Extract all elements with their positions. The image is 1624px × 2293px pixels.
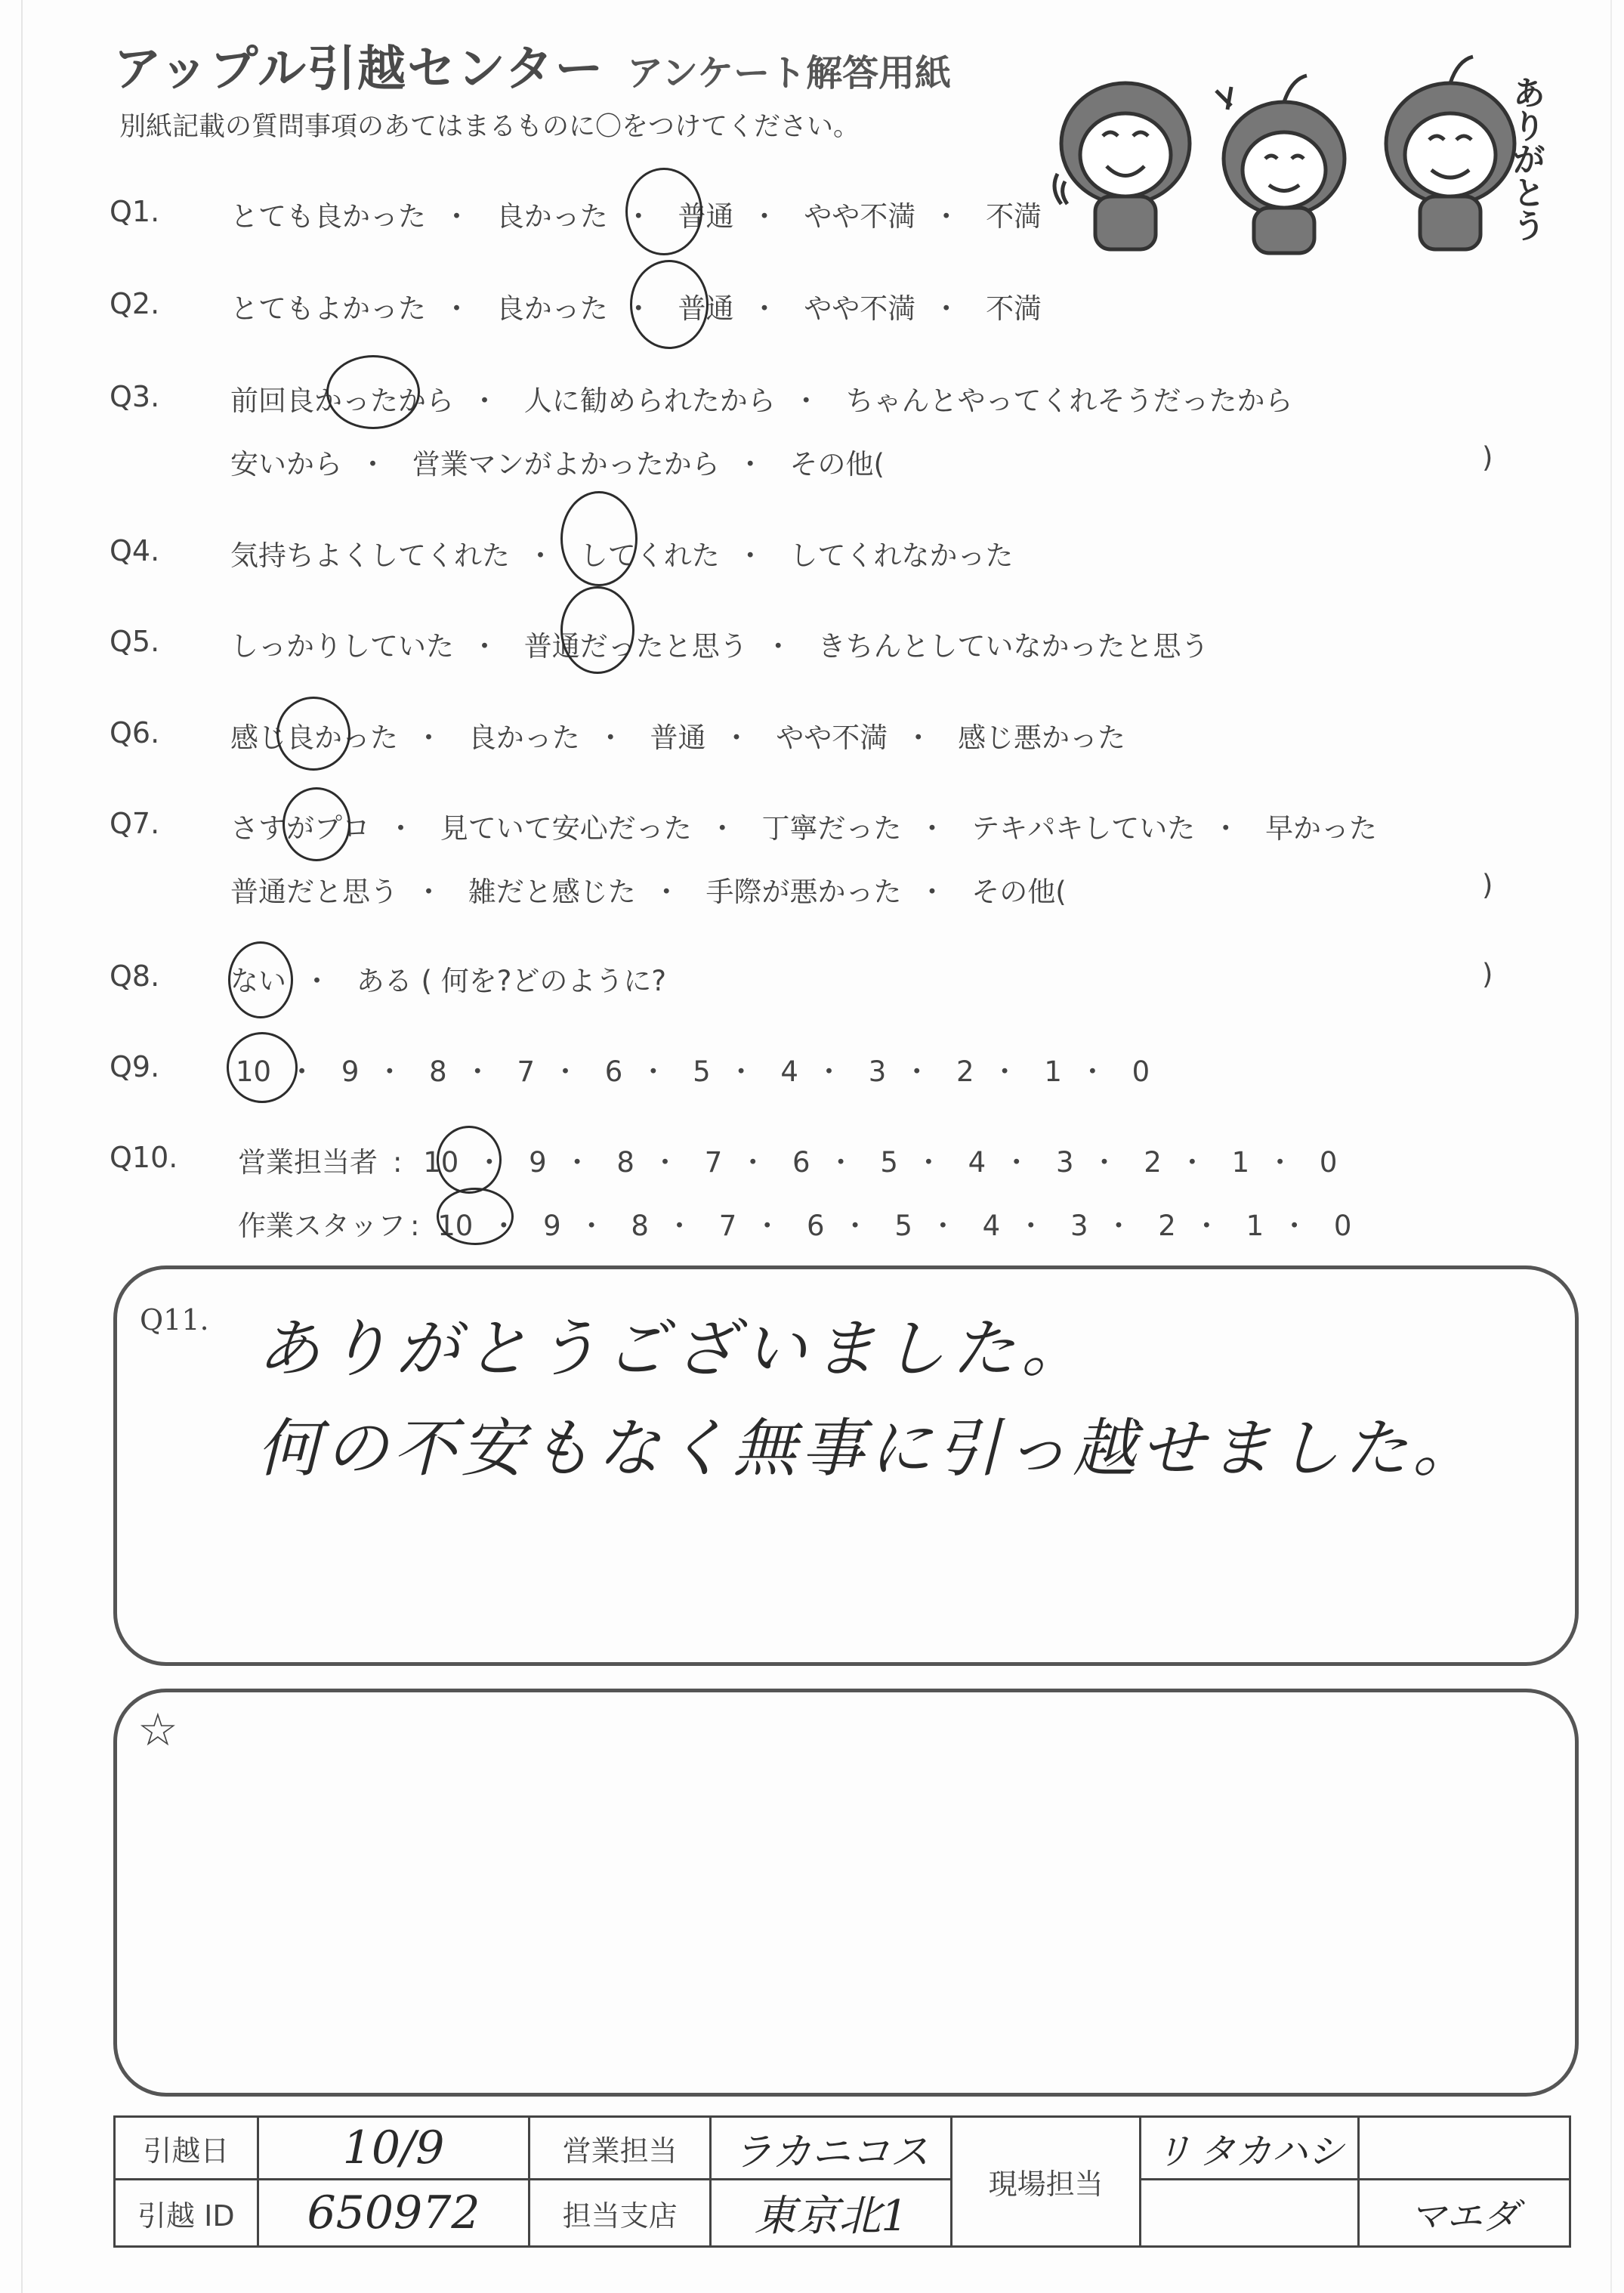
move-date-value[interactable]: 10/9 xyxy=(258,2117,529,2180)
q11-handwritten-line2: 何の不安もなく無事に引っ越せました。 xyxy=(257,1411,1481,1485)
q11-handwritten-line1: ありがとうございました。 xyxy=(257,1312,1091,1386)
q8-option[interactable]: ある ( 何を?どのように? xyxy=(356,965,666,997)
q9-score[interactable]: 9 xyxy=(341,1055,360,1088)
q10-staff-row: 作業スタッフ : 10 ・ 9 ・ 8 ・ 7 ・ 6 ・ 5 ・ 4 ・ 3 ・ 2 ・ 1 ・ 0 xyxy=(238,1203,1351,1244)
q4-option-selected[interactable]: してくれた xyxy=(579,539,720,572)
site-value-1[interactable] xyxy=(1140,2117,1359,2180)
q3-selection-circle xyxy=(326,355,420,429)
instructions-text: 別紙記載の質問事項のあてはまるものに〇をつけてください。 xyxy=(119,112,860,142)
q7-option[interactable]: 丁寧だった xyxy=(761,812,902,845)
q10-sales-score-selected[interactable]: 10 xyxy=(423,1146,459,1179)
q4-label: Q4. xyxy=(110,534,160,567)
q3-option[interactable]: 営業マンがよかったから xyxy=(412,448,720,481)
sales-label: 営業担当 xyxy=(529,2117,711,2180)
q5-selection-circle xyxy=(560,586,634,674)
site-mark: リ xyxy=(1155,2130,1192,2173)
q10-staff-score[interactable]: 2 xyxy=(1158,1210,1176,1242)
form-subtitle: アンケート解答用紙 xyxy=(627,52,952,94)
q9-score[interactable]: 4 xyxy=(780,1055,798,1088)
q6-option[interactable]: 良かった xyxy=(468,722,580,754)
q10-staff-score[interactable]: 0 xyxy=(1333,1210,1352,1242)
q3-label: Q3. xyxy=(110,380,160,413)
q2-option[interactable]: やや不満 xyxy=(804,292,916,325)
q4-selection-circle xyxy=(560,491,638,586)
q6-option-selected[interactable]: 感じ良かった xyxy=(230,722,398,754)
mascot-thanks-text: ありがとう xyxy=(1506,76,1545,242)
q1-options: とても良かった ・ 良かった ・ 普通 ・ やや不満 ・ 不満 xyxy=(230,193,1042,234)
q1-option[interactable]: やや不満 xyxy=(804,200,916,233)
company-title: アップル引越センター xyxy=(113,42,605,97)
q7-selection-circle xyxy=(283,787,350,861)
q8-close: ) xyxy=(1482,958,1493,990)
q3-option[interactable]: 人に勧められたから xyxy=(523,385,776,417)
q10-label: Q10. xyxy=(110,1141,178,1174)
mascot-illustration xyxy=(1042,30,1571,257)
info-table xyxy=(113,2115,1571,2248)
q1-label: Q1. xyxy=(110,195,160,228)
q5-options: しっかりしていた ・ 普通だったと思う ・ きちんとしていなかったと思う xyxy=(230,623,1209,664)
q10-staff-score[interactable]: 5 xyxy=(894,1210,912,1242)
q7-label: Q7. xyxy=(110,807,160,840)
q10-staff-score[interactable]: 7 xyxy=(718,1210,737,1242)
q9-score[interactable]: 5 xyxy=(693,1055,711,1088)
q7-option-selected[interactable]: さすがプロ xyxy=(230,812,370,845)
q2-option[interactable]: とてもよかった xyxy=(230,292,426,325)
q2-options: とてもよかった ・ 良かった ・ 普通 ・ やや不満 ・ 不満 xyxy=(230,286,1042,326)
q9-score[interactable]: 7 xyxy=(517,1055,536,1088)
q3-other-close: ) xyxy=(1482,441,1493,474)
q6-options: 感じ良かった ・ 良かった ・ 普通 ・ やや不満 ・ 感じ悪かった xyxy=(230,715,1125,756)
q5-option-selected[interactable]: 普通だったと思う xyxy=(523,630,748,663)
q1-option-selected[interactable]: 普通 xyxy=(678,200,734,233)
star-comment-box[interactable] xyxy=(113,1689,1579,2097)
q10-sales-selection-circle xyxy=(437,1126,502,1194)
q7-option[interactable]: 雑だと感じた xyxy=(468,876,636,908)
q10-sales-score[interactable]: 0 xyxy=(1319,1146,1338,1179)
q10-sales-score[interactable]: 7 xyxy=(704,1146,723,1179)
q4-options: 気持ちよくしてくれた ・ してくれた ・ してくれなかった xyxy=(230,533,1014,573)
q10-staff-score[interactable]: 9 xyxy=(543,1210,561,1242)
q6-label: Q6. xyxy=(110,716,160,749)
q10-staff-score[interactable]: 4 xyxy=(982,1210,1001,1242)
q6-option[interactable]: やや不満 xyxy=(776,722,888,754)
q1-option[interactable]: 良かった xyxy=(496,200,608,233)
q2-label: Q2. xyxy=(110,287,160,320)
q10-sales-score[interactable]: 6 xyxy=(792,1146,810,1179)
q3-option[interactable]: 安いから xyxy=(230,448,342,481)
monkey-left-icon xyxy=(1054,83,1190,249)
sales-value[interactable]: ラカニコス xyxy=(710,2117,951,2180)
q7-option[interactable]: 手際が悪かった xyxy=(705,876,902,908)
q9-score[interactable]: 6 xyxy=(604,1055,623,1088)
q3-option[interactable]: ちゃんとやってくれそうだったから xyxy=(845,385,1293,417)
q7-option[interactable]: 見ていて安心だった xyxy=(440,812,692,845)
q10-sales-score[interactable]: 9 xyxy=(529,1146,547,1179)
q6-selection-circle xyxy=(276,697,350,771)
q10-sales-label: 営業担当者 xyxy=(238,1146,378,1179)
q10-staff-score[interactable]: 8 xyxy=(631,1210,649,1242)
q10-staff-label: 作業スタッフ xyxy=(238,1210,406,1242)
q9-scale: 10 ・ 9 ・ 8 ・ 7 ・ 6 ・ 5 ・ 4 ・ 3 ・ 2 ・ 1 ・ 0 xyxy=(236,1055,1150,1088)
q4-option[interactable]: 気持ちよくしてくれた xyxy=(230,539,510,572)
move-date-label: 引越日 xyxy=(115,2117,258,2180)
q10-sales-score[interactable]: 4 xyxy=(968,1146,986,1179)
q3-option-selected[interactable]: 前回良かったから xyxy=(230,385,454,417)
q9-score[interactable]: 8 xyxy=(429,1055,447,1088)
star-icon: ☆ xyxy=(137,1704,178,1757)
site-value-2-empty[interactable] xyxy=(1140,2180,1359,2247)
q1-selection-circle xyxy=(625,168,702,255)
site-name-1: タカハシ xyxy=(1199,2130,1345,2173)
monkey-middle-icon xyxy=(1216,76,1345,253)
q5-option[interactable]: しっかりしていた xyxy=(230,630,454,663)
q10-staff-score-selected[interactable]: 10 xyxy=(437,1210,474,1242)
q7-option[interactable]: 普通だと思う xyxy=(230,876,398,908)
q9-score[interactable]: 1 xyxy=(1044,1055,1062,1088)
q1-option[interactable]: 不満 xyxy=(986,200,1042,233)
q10-sales-score[interactable]: 5 xyxy=(880,1146,898,1179)
q10-sales-score[interactable]: 2 xyxy=(1144,1146,1162,1179)
monkey-right-icon xyxy=(1386,57,1514,249)
q10-staff-score[interactable]: 6 xyxy=(807,1210,825,1242)
q7-option-other[interactable]: その他( xyxy=(971,876,1067,908)
q1-option[interactable]: とても良かった xyxy=(230,200,426,233)
q8-option-selected[interactable]: ない xyxy=(230,965,286,997)
q3-options-line1: 前回良かったから ・ 人に勧められたから ・ ちゃんとやってくれそうだったから xyxy=(230,378,1293,419)
q3-options-line2: 安いから ・ 営業マンがよかったから ・ その他( xyxy=(230,441,885,482)
q4-option[interactable]: してくれなかった xyxy=(789,539,1014,572)
branch-value[interactable]: 東京北1 xyxy=(710,2180,951,2247)
q9-score-selected[interactable]: 10 xyxy=(236,1055,272,1088)
q7-option[interactable]: 早かった xyxy=(1265,812,1378,845)
q9-score[interactable]: 3 xyxy=(868,1055,887,1088)
q6-option[interactable]: 感じ悪かった xyxy=(958,722,1126,754)
site-value-empty[interactable] xyxy=(1359,2117,1570,2180)
q10-sales-row: 営業担当者 : 10 ・ 9 ・ 8 ・ 7 ・ 6 ・ 5 ・ 4 ・ 3 ・ 2 ・ 1 ・ 0 xyxy=(238,1139,1337,1180)
q11-label: Q11. xyxy=(140,1303,209,1337)
q9-selection-circle xyxy=(227,1032,298,1103)
q2-option-selected[interactable]: 普通 xyxy=(678,292,734,325)
q2-selection-circle xyxy=(630,260,709,349)
site-label: 現場担当 xyxy=(952,2117,1141,2247)
branch-label: 担当支店 xyxy=(529,2180,711,2247)
q7-option[interactable]: テキパキしていた xyxy=(971,812,1196,845)
q5-option[interactable]: きちんとしていなかったと思う xyxy=(817,630,1209,663)
q10-sales-score[interactable]: 1 xyxy=(1231,1146,1250,1179)
q5-label: Q5. xyxy=(110,625,160,658)
q10-staff-score[interactable]: 1 xyxy=(1246,1210,1264,1242)
q7-other-close: ) xyxy=(1482,869,1493,901)
q9-score[interactable]: 0 xyxy=(1132,1055,1150,1088)
q9-score[interactable]: 2 xyxy=(956,1055,974,1088)
move-id-value[interactable]: 650972 xyxy=(258,2180,529,2247)
q2-option[interactable]: 良かった xyxy=(496,292,608,325)
q10-sales-score[interactable]: 8 xyxy=(616,1146,634,1179)
q10-staff-score[interactable]: 3 xyxy=(1070,1210,1088,1242)
q7-options-line2: 普通だと思う ・ 雑だと感じた ・ 手際が悪かった ・ その他( xyxy=(230,869,1067,910)
site-value-2[interactable]: マエダ xyxy=(1359,2180,1570,2247)
q9-label: Q9. xyxy=(110,1050,160,1083)
q8-options: ない ・ ある ( 何を?どのように? xyxy=(230,958,666,999)
q2-option[interactable]: 不満 xyxy=(986,292,1042,325)
q10-sales-score[interactable]: 3 xyxy=(1055,1146,1074,1179)
q6-option[interactable]: 普通 xyxy=(650,722,706,754)
q3-option-other[interactable]: その他( xyxy=(789,448,885,481)
q10-staff-selection-circle xyxy=(437,1188,514,1245)
move-id-label: 引越 ID xyxy=(115,2180,258,2247)
scan-edge-right xyxy=(1610,0,1612,2293)
q7-options-line1: さすがプロ ・ 見ていて安心だった ・ 丁寧だった ・ テキパキしていた ・ 早かった xyxy=(230,805,1377,846)
scan-edge-left xyxy=(21,0,23,2293)
q8-label: Q8. xyxy=(110,960,160,993)
q8-selection-circle xyxy=(228,941,293,1018)
